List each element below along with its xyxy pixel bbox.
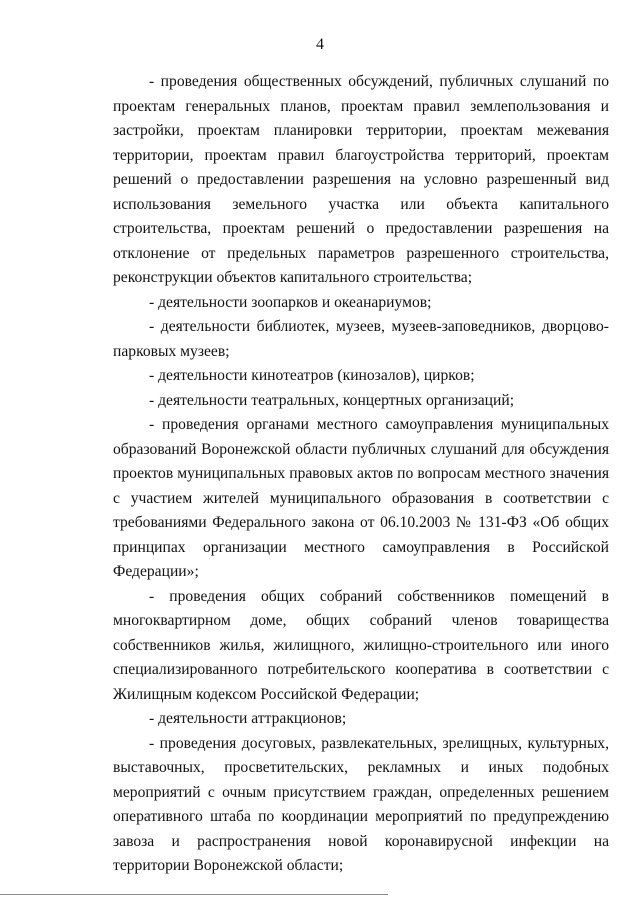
paragraph-theatres-concerts: - деятельности театральных, концертных организаций;	[149, 391, 515, 409]
paragraph-libraries-museums: - деятельности библиотек, музеев, музеев-заповедников, дворцово-парковых музеев;	[113, 318, 609, 360]
document-body	[113, 70, 609, 879]
paragraph-attractions: - деятельности аттракционов;	[149, 710, 347, 727]
page-number: 4	[316, 36, 324, 53]
paragraph-leisure-events: - проведения досуговых, развлекательных, зрелищных, культурных, выставочных, просветительских, рекламных и иных подобных мероприятий с очным присутствием граждан, определенных решением оперативного штаба по координации мероприятий по предупреждению завоза и распространения новой коронавирусной инфекции на территории Воронежской области;	[113, 734, 609, 874]
paragraph-cinemas-circuses: - деятельности кинотеатров (кинозалов), цирков;	[149, 367, 475, 384]
paragraph-public-hearings-urban-planning: - проведения общественных обсуждений, публичных слушаний по проектам генеральных планов, проектам правил землепользования и застройки, проектам планировки территории, проектам межевания территории, проектам правил благоустройства территорий, проектам решений о предоставлении разрешения на условно разрешенный вид использования земельного участка или объекта капитального строительства, проектам решений о предоставлении разрешения на отклонение от предельных параметров разрешенного строительства, реконструкции объектов капитального строительства;	[113, 73, 609, 286]
paragraph-municipal-hearings: - проведения органами местного самоуправления муниципальных образований Воронежской области публичных слушаний для обсуждения проектов муниципальных правовых актов по вопросам местного значения с участием жителей муниципального образования в соответствии с требованиями Федерального закона от 06.10.2003 № 131-ФЗ «Об общих принципах организации местного самоуправления в Российской Федерации»;	[113, 416, 609, 580]
footer-divider	[0, 894, 388, 895]
paragraph-zoos: - деятельности зоопарков и океанариумов;	[149, 293, 432, 311]
paragraph-owners-meetings: - проведения общих собраний собственников помещений в многоквартирном доме, общих собраний членов товарищества собственников жилья, жилищного, жилищно-строительного или иного специализированного потребительского кооператива в соответствии с Жилищным кодексом Российской Федерации;	[113, 587, 609, 703]
